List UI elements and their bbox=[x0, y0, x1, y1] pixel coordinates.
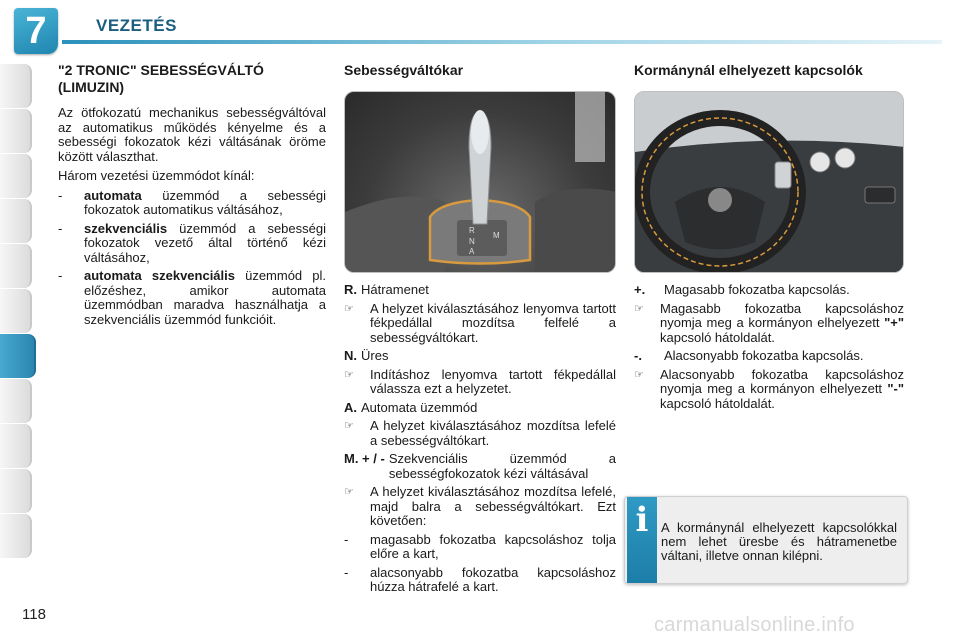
chapter-tab[interactable] bbox=[0, 154, 32, 198]
gear-entry-a: A. Automata üzemmód bbox=[344, 399, 478, 415]
note-row: ☞ Magasabb fokozatba kapcsoláshoz nyomja meg a kormányon elhelyezett "+" kapcsoló hátoldalát. bbox=[634, 300, 904, 345]
list-item: - magasabb fokozatba kapcsoláshoz tolja előre a kart, bbox=[344, 531, 616, 561]
list-bullet: - bbox=[58, 187, 63, 203]
chapter-tab[interactable] bbox=[0, 379, 32, 423]
info-text: A kormánynál elhelyezett kapcsolókkal nem lehet üresbe és hátramenetbe váltani, illetve onnan kilépni. bbox=[661, 520, 897, 563]
chapter-tab[interactable] bbox=[0, 199, 32, 243]
gear-entry-n: N. Üres bbox=[344, 348, 389, 363]
note-row: ☞ A helyzet kiválasztásához lenyomva tartott fékpedállal mozdítsa felfelé a sebességváltókart. bbox=[344, 300, 616, 345]
pointing-hand-icon: ☞ bbox=[344, 485, 354, 498]
chapter-tab[interactable] bbox=[0, 244, 32, 288]
gear-label-a: A bbox=[469, 247, 475, 256]
page-number: 118 bbox=[22, 606, 46, 623]
column-gearbox-intro bbox=[58, 62, 326, 331]
gear-entry-m: M. + / - Szekvenciális üzemmód a sebességfokozatok kézi váltásával bbox=[344, 451, 616, 481]
chapter-tab[interactable] bbox=[0, 469, 32, 513]
list-bullet: - bbox=[58, 220, 63, 236]
switch-entry-plus: +. Magasabb fokozatba kapcsolás. bbox=[634, 282, 850, 297]
intro-paragraph: Az ötfokozatú mechanikus sebességváltóval az automatikus működés kényelme és a sebességi fokozatok kézi váltásának öröme között választhat. bbox=[58, 105, 326, 164]
section-title: Sebességváltókar bbox=[344, 62, 464, 78]
gear-entry-r: R. Hátramenet bbox=[344, 282, 429, 297]
pointing-hand-icon: ☞ bbox=[634, 367, 644, 381]
header-rule bbox=[62, 40, 942, 44]
gear-lever-illustration bbox=[345, 92, 616, 272]
list-item: - alacsonyabb fokozatba kapcsoláshoz húzza hátrafelé a kart. bbox=[344, 564, 616, 594]
pointing-hand-icon: ☞ bbox=[344, 367, 354, 381]
list-item bbox=[58, 222, 326, 266]
gear-lever-photo bbox=[344, 91, 616, 273]
steering-wheel-illustration bbox=[635, 92, 904, 272]
info-box bbox=[624, 496, 908, 584]
note-row: ☞ Alacsonyabb fokozatba kapcsoláshoz nyomja meg a kormányon elhelyezett "-" kapcsoló hátoldalát. bbox=[634, 366, 904, 411]
list-item bbox=[58, 189, 326, 218]
pointing-hand-icon: ☞ bbox=[344, 301, 354, 315]
note-row: ☞ Indításhoz lenyomva tartott fékpedállal válassza ezt a helyzetet. bbox=[344, 366, 616, 396]
chapter-tab[interactable] bbox=[0, 289, 32, 333]
modes-intro: Három vezetési üzemmódot kínál: bbox=[58, 168, 255, 183]
list-text: automata üzemmód a sebességi fokozatok automatikus váltásához, bbox=[84, 187, 326, 217]
column-steering-switches bbox=[634, 62, 904, 415]
switch-entry-minus: -. Alacsonyabb fokozatba kapcsolás. bbox=[634, 348, 864, 363]
note-row: ☞ A helyzet kiválasztásához mozdítsa lefelé, majd balra a sebességváltókart. Ezt követően: bbox=[344, 484, 616, 528]
pointing-hand-icon: ☞ bbox=[634, 301, 644, 315]
column-gear-lever bbox=[344, 62, 616, 599]
chapter-tab[interactable] bbox=[0, 109, 32, 153]
info-icon: i bbox=[627, 497, 657, 583]
chapter-tab[interactable] bbox=[0, 514, 32, 558]
list-bullet: - bbox=[58, 268, 63, 283]
gear-label-r: R bbox=[469, 226, 475, 235]
chapter-title: VEZETÉS bbox=[96, 16, 177, 35]
chapter-tab-active[interactable] bbox=[0, 334, 36, 378]
list-item bbox=[58, 269, 326, 327]
watermark: carmanualsonline.info bbox=[654, 614, 855, 636]
gear-label-m: M bbox=[493, 231, 500, 240]
note-row: ☞ A helyzet kiválasztásához mozdítsa lefelé a sebességváltókart. bbox=[344, 418, 616, 448]
chapter-tab[interactable] bbox=[0, 64, 32, 108]
list-text: automata szekvenciális üzemmód pl. előzéshez, amikor automata üzemmódban maradva használhatja a szekvenciális üzemmód funkcióit. bbox=[84, 268, 326, 327]
list-text: szekvenciális üzemmód a sebességi fokozatok vezető által történő kézi váltásához, bbox=[84, 220, 326, 265]
gear-label-n: N bbox=[469, 237, 475, 246]
section-title: "2 TRONIC" SEBESSÉGVÁLTÓ (LIMUZIN) bbox=[58, 62, 264, 95]
steering-wheel-photo bbox=[634, 91, 904, 273]
chapter-number-badge: 7 bbox=[14, 8, 58, 54]
pointing-hand-icon: ☞ bbox=[344, 419, 354, 432]
chapter-tab[interactable] bbox=[0, 424, 32, 468]
section-title: Kormánynál elhelyezett kapcsolók bbox=[634, 62, 863, 78]
chapter-tabs bbox=[0, 64, 34, 559]
